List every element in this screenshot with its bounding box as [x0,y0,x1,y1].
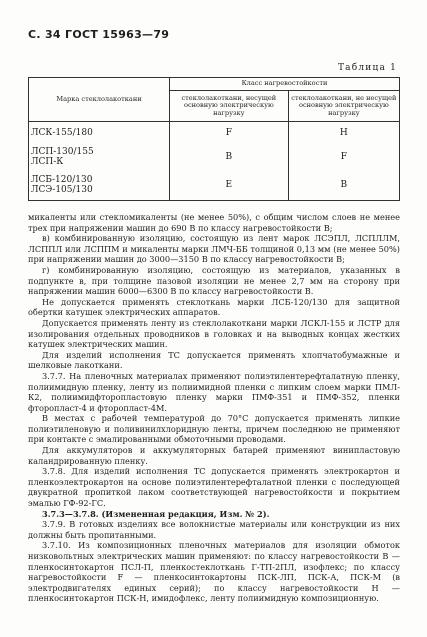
paragraph: в) комбинированную изоляцию, состоящую из лент марок ЛСЭПЛ, ЛСПЛЛМ, ЛСППЛ или ЛСППМ и микаленты марки ЛМЧ-ББ толщиной 0,13 мм (не менее 50%) при напряжении машин до 3000—3150 В по классу нагревостойкости В; [28,233,400,265]
paragraph: Для аккумуляторов и аккумуляторных батарей применяют винипластовую каландрированную пленку. [28,445,400,466]
paragraph: Допускается применять ленту из стеклолакоткани марки ЛСКЛ-155 и ЛСТР для изолирования отдельных проводников в головках и на выводных концах жестких катушек электрических машин. [28,317,400,350]
paragraph: микаленты или стекломикаленты (не менее 50%), с общим числом слоев не менее трех при напряжении машин до 690 В по классу нагревостойкости В; [28,212,400,233]
cell-class-load: В [169,144,288,170]
cell-class-noload: Н [288,122,399,145]
page-header: С. 34 ГОСТ 15963—79 [28,28,170,41]
body-text [28,212,400,604]
paragraph: 3.7.8. Для изделий исполнения ТС допускается применять электрокартон и пленкоэлектрокартон на основе полиэтилентерефталатной пленки с последующей двукратной пропиткой лаком соответствующей нагревостойкости и покрытием эмалью ГФ-92-ГС. [28,466,400,509]
cell-class-load: F [169,122,288,145]
paragraph: г) комбинированную изоляцию, состоящую из материалов, указанных в подпункте в, при толщине пазовой изоляции не менее 2,7 мм на сторону при напряжении машин 6000—6300 В по классу нагревостойкости В. [28,264,400,297]
cell-class-load: Е [169,170,288,201]
amendment-note: 3.7.3—3.7.8. (Измененная редакция, Изм. № 2). [42,508,270,519]
cell-mark: ЛСК-155/180 [29,122,170,145]
cell-mark: ЛСБ-120/130 ЛСЭ-105/130 [29,170,170,201]
heat-resistance-table [28,77,400,201]
table-row [29,170,400,201]
cell-class-noload: F [288,144,399,170]
col-header-load: стеклолакоткани, несущей основную электрическую нагрузку [169,91,288,122]
paragraph: 3.7.9. В готовых изделиях все волокнистые материалы или конструкции из них должны быть пропитанными. [28,519,400,540]
col-header-mark: Марка стеклолакоткани [29,78,170,122]
col-header-noload: стеклолакоткани, не несущей основную электрическую нагрузку [288,91,399,122]
table-label: Таблица 1 [337,63,397,73]
cell-mark: ЛСП-130/155 ЛСП-К [29,144,170,170]
paragraph: 3.7.7. На пленочных материалах применяют полиэтилентерефталатную пленку, полиимидную пленку, ленту из полиимидной пленки с липким слоем марки ПМЛ-К2, полиимидфторопластовую пленку марки ПМФ-351 и ПМФ-352, пленки фторопласт-4 и фторопласт-4М. [28,370,400,413]
col-header-group: Класс нагревостойкости [169,78,399,91]
cell-class-noload: В [288,170,399,201]
table-row [29,122,400,145]
paragraph: 3.7.10. Из композиционных пленочных материалов для изоляции обмоток низковольтных электрических машин применяют: по классу нагревостойкости В — пленкосинтокартон ПСЛ-П, пленкостеклоткань Г-ТП-2ПЛ, изофлекс; по классу нагревостойкости F — пленкосинтокартоны ПСК-ЛП, ПСК-А, ПСК-М (в электродвигателях единых серий); по классу нагревостойкости Н — пленкосинтокартон ПСК-Н, имидофлекс, ленту полиимидную композиционную. [28,540,400,604]
paragraph: В местах с рабочей температурой до 70°С допускается применять липкие полиэтиленовую и поливинилхлоридную ленты, причем последнюю не применяют при контакте с эмалированными обмоточными проводами. [28,413,400,445]
paragraph: Не допускается применять стеклоткань марки ЛСБ-120/130 для защитной обертки катушек электрических аппаратов. [28,296,400,318]
table-row [29,144,400,170]
paragraph: Для изделий исполнения ТС допускается применять хлопчатобумажные и шелковые лакоткани. [28,349,400,371]
